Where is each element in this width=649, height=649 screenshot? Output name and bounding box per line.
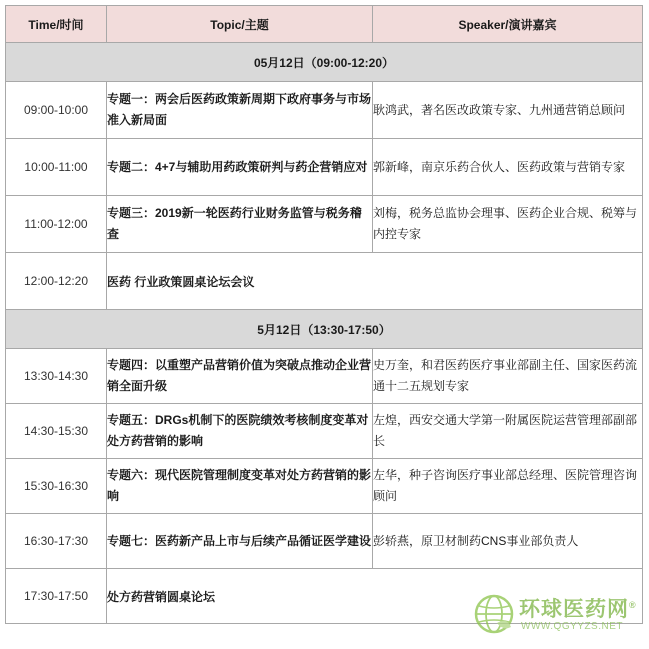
- speaker-cell: 耿鸿武，著名医改政策专家、九州通营销总顾问: [373, 82, 643, 139]
- topic-cell: 专题一：两会后医药政策新周期下政府事务与市场准入新局面: [107, 82, 373, 139]
- watermark-url: WWW.QGYYZS.NET: [521, 621, 623, 632]
- header-time: Time/时间: [6, 6, 107, 43]
- table-row: [6, 139, 643, 196]
- table-row: [6, 82, 643, 139]
- watermark-logo: [473, 591, 643, 643]
- watermark-title: 环球医药网®: [519, 598, 637, 621]
- speaker-cell: 史万奎，和君医药医疗事业部副主任、国家医药流通十二五规划专家: [373, 349, 643, 404]
- speaker-cell: 左华，种子咨询医疗事业部总经理、医院管理咨询顾问: [373, 459, 643, 514]
- speaker-cell: 左煌，西安交通大学第一附属医院运营管理部副部长: [373, 404, 643, 459]
- globe-leaf-icon: [473, 593, 515, 635]
- time-cell: 15:30-16:30: [6, 459, 107, 514]
- topic-cell: 专题六：现代医院管理制度变革对处方药营销的影响: [107, 459, 373, 514]
- topic-cell: 专题七：医药新产品上市与后续产品循证医学建设: [107, 514, 373, 569]
- table-row: [6, 253, 643, 310]
- time-cell: 14:30-15:30: [6, 404, 107, 459]
- topic-cell: 专题四：以重塑产品营销价值为突破点推动企业营销全面升级: [107, 349, 373, 404]
- time-cell: 13:30-14:30: [6, 349, 107, 404]
- time-cell: 09:00-10:00: [6, 82, 107, 139]
- table-row: [6, 514, 643, 569]
- topic-cell: 专题三：2019新一轮医药行业财务监管与税务稽查: [107, 196, 373, 253]
- speaker-cell: 彭轿燕，原卫材制药CNS事业部负责人: [373, 514, 643, 569]
- topic-cell: 专题二：4+7与辅助用药政策研判与药企营销应对: [107, 139, 373, 196]
- session-title: 5月12日（13:30-17:50）: [6, 310, 643, 349]
- session-title: 05月12日（09:00-12:20）: [6, 43, 643, 82]
- session-row-morning: [6, 43, 643, 82]
- panel-cell: 处方药营销圆桌论坛: [107, 569, 643, 624]
- panel-cell: 医药 行业政策圆桌论坛会议: [107, 253, 643, 310]
- header-speaker: Speaker/演讲嘉宾: [373, 6, 643, 43]
- time-cell: 11:00-12:00: [6, 196, 107, 253]
- time-cell: 12:00-12:20: [6, 253, 107, 310]
- speaker-cell: 刘梅，税务总监协会理事、医药企业合规、税筹与内控专家: [373, 196, 643, 253]
- agenda-table: [5, 5, 643, 624]
- session-row-afternoon: [6, 310, 643, 349]
- header-row: [6, 6, 643, 43]
- time-cell: 10:00-11:00: [6, 139, 107, 196]
- table-row: [6, 349, 643, 404]
- table-row: [6, 196, 643, 253]
- table-row: [6, 404, 643, 459]
- time-cell: 16:30-17:30: [6, 514, 107, 569]
- speaker-cell: 郭新峰，南京乐药合伙人、医药政策与营销专家: [373, 139, 643, 196]
- header-topic: Topic/主题: [107, 6, 373, 43]
- topic-cell: 专题五：DRGs机制下的医院绩效考核制度变革对处方药营销的影响: [107, 404, 373, 459]
- table-row: [6, 459, 643, 514]
- time-cell: 17:30-17:50: [6, 569, 107, 624]
